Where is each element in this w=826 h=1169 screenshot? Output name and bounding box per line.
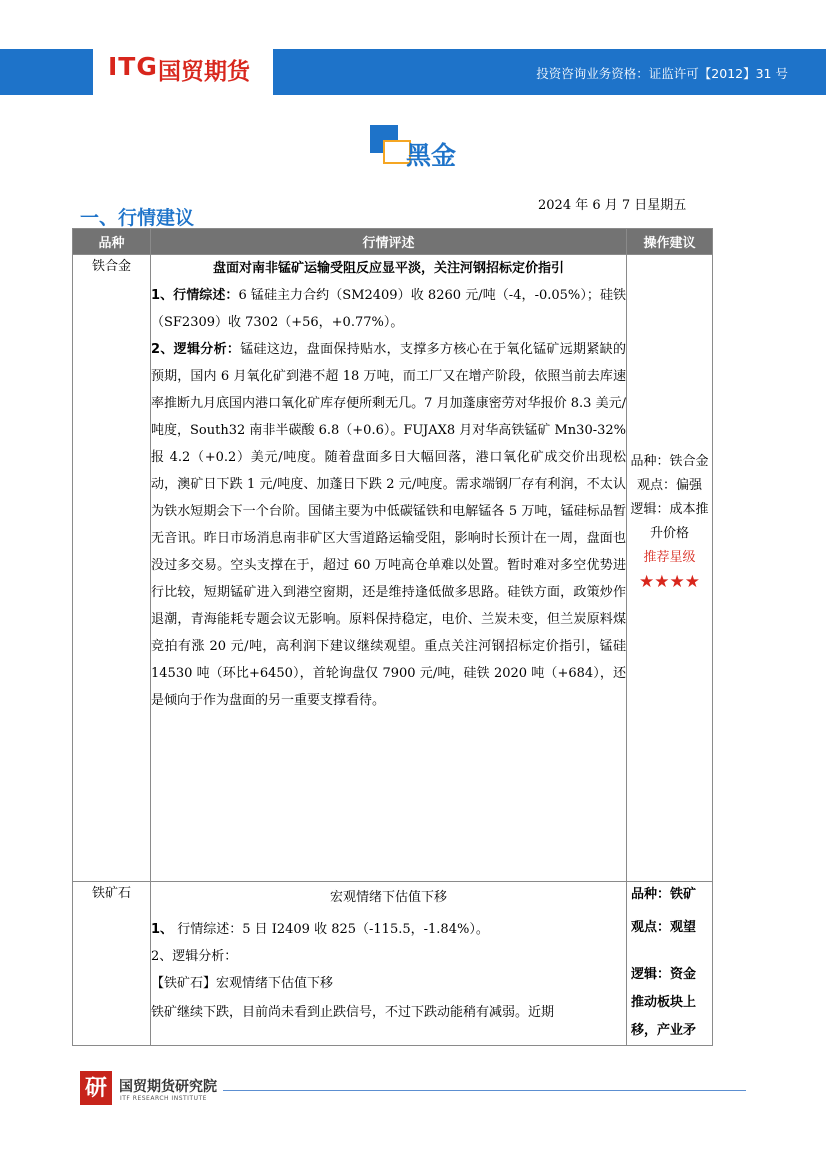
table-row bbox=[73, 255, 713, 882]
logic-text: 锰硅这边，盘面保持贴水，支撑多方核心在于氧化锰矿远期紧缺的预期，国内 6 月氧化矿到港不超 18 万吨，而工厂又在增产阶段，依照当前去库速率推断九月底国内港口氧化矿库存便所剩无几。7 月加蓬康密劳对华报价 8.3 美元/吨度，South32 南非半碳酸 6.8（+0.6）。FUJAX8 月对华高铁锰矿 Mn30-32%报 4.2（+0.2）美元/吨度。随着盘面多日大幅回落，港口氧化矿成交价出现松动，澳矿日下跌 1 元/吨度、加蓬日下跌 2 元/吨度。需求端钢厂存有利润，不太认为铁水短期会下一个台阶。国储主要为中低碳锰铁和电解锰各 5 万吨，锰硅标品暂无音讯。昨日市场消息南非矿区大雪道路运输受阻，影响时长预计在一周，盘面也没过多交易。空头支撑在于，超过 60 万吨高仓单难以处置。暂时难对多空优势进行比较，短期锰矿进入到港空窗期，还是维持逢低做多思路。硅铁方面，政策炒作退潮，青海能耗专题会议无影响。原料保持稳定，电价、兰炭未变，但兰炭原料煤竞拍有涨 20 元/吨，高利润下建议继续观望。重点关注河钢招标定价指引，锰硅 14530 吨（环比+6450），首轮询盘仅 7900 元/吨，硅铁 2020 吨（+684），还是倾向于作为盘面的另一重要支撑看待。 bbox=[151, 342, 626, 708]
advice-view: 观点：观望 bbox=[631, 920, 697, 935]
table-row bbox=[73, 882, 713, 1046]
column-header-advice: 操作建议 bbox=[627, 229, 713, 255]
table-header-row bbox=[73, 229, 713, 255]
summary-label: 1、 bbox=[151, 922, 174, 937]
advice-logic: 逻辑：成本推升价格 bbox=[630, 502, 709, 541]
variety-cell: 铁矿石 bbox=[73, 882, 151, 1046]
institute-name: 国贸期货研究院 bbox=[119, 1079, 217, 1095]
commentary-headline: 宏观情绪下估值下移 bbox=[329, 890, 447, 905]
variety-cell: 铁合金 bbox=[73, 255, 151, 882]
report-date: 2024 年 6 月 7 日星期五 bbox=[538, 198, 687, 213]
commentary-cell bbox=[151, 255, 627, 882]
section-heading: 一、行情建议 bbox=[80, 207, 195, 229]
summary-text: 6 锰硅主力合约（SM2409）收 8260 元/吨（-4，-0.05%）；硅铁（SF2309）收 7302（+56，+0.77%）。 bbox=[151, 288, 626, 330]
summary-paragraph bbox=[151, 916, 626, 943]
logic-label: 2、逻辑分析： bbox=[151, 342, 241, 357]
recommendation-table bbox=[72, 228, 713, 1046]
advice-variety: 品种：铁矿 bbox=[631, 887, 697, 902]
page-title: 黑金 bbox=[406, 141, 457, 170]
column-header-commentary: 行情评述 bbox=[151, 229, 627, 255]
advice-cell bbox=[627, 882, 713, 1046]
summary-label: 1、行情综述： bbox=[151, 288, 239, 303]
commentary-headline: 盘面对南非锰矿运输受阻反应显平淡，关注河钢招标定价指引 bbox=[212, 261, 564, 276]
institute-name-en: ITF RESEARCH INSTITUTE bbox=[120, 1095, 207, 1102]
advice-variety: 品种：铁合金 bbox=[630, 454, 709, 469]
logo-chinese: 国贸期货 bbox=[158, 59, 250, 85]
rating-label: 推荐星级 bbox=[643, 550, 696, 565]
summary-text: 行情综述：5 日 I2409 收 825（-115.5，-1.84%）。 bbox=[177, 922, 489, 937]
column-header-variety: 品种 bbox=[73, 229, 151, 255]
sub-heading: 【铁矿石】宏观情绪下估值下移 bbox=[151, 976, 334, 991]
advice-cell bbox=[627, 255, 713, 882]
advice-view: 观点：偏强 bbox=[636, 478, 702, 493]
rating-stars-icon: ★★★★ bbox=[639, 572, 700, 592]
logo-latin: ITG bbox=[108, 52, 158, 81]
advice-logic: 逻辑：资金推动板块上移，产业矛 bbox=[631, 967, 697, 1038]
logic-paragraph bbox=[151, 336, 626, 714]
license-text: 投资咨询业务资格：证监许可【2012】31 号 bbox=[536, 66, 788, 81]
footer-divider bbox=[223, 1090, 746, 1091]
institute-seal-icon: 研 bbox=[80, 1071, 112, 1105]
logic-label: 2、逻辑分析： bbox=[151, 949, 238, 964]
commentary-cell bbox=[151, 882, 627, 1046]
summary-paragraph bbox=[151, 282, 626, 336]
logic-text: 铁矿继续下跌，目前尚未看到止跌信号，不过下跌动能稍有减弱。近期 bbox=[151, 1005, 555, 1020]
